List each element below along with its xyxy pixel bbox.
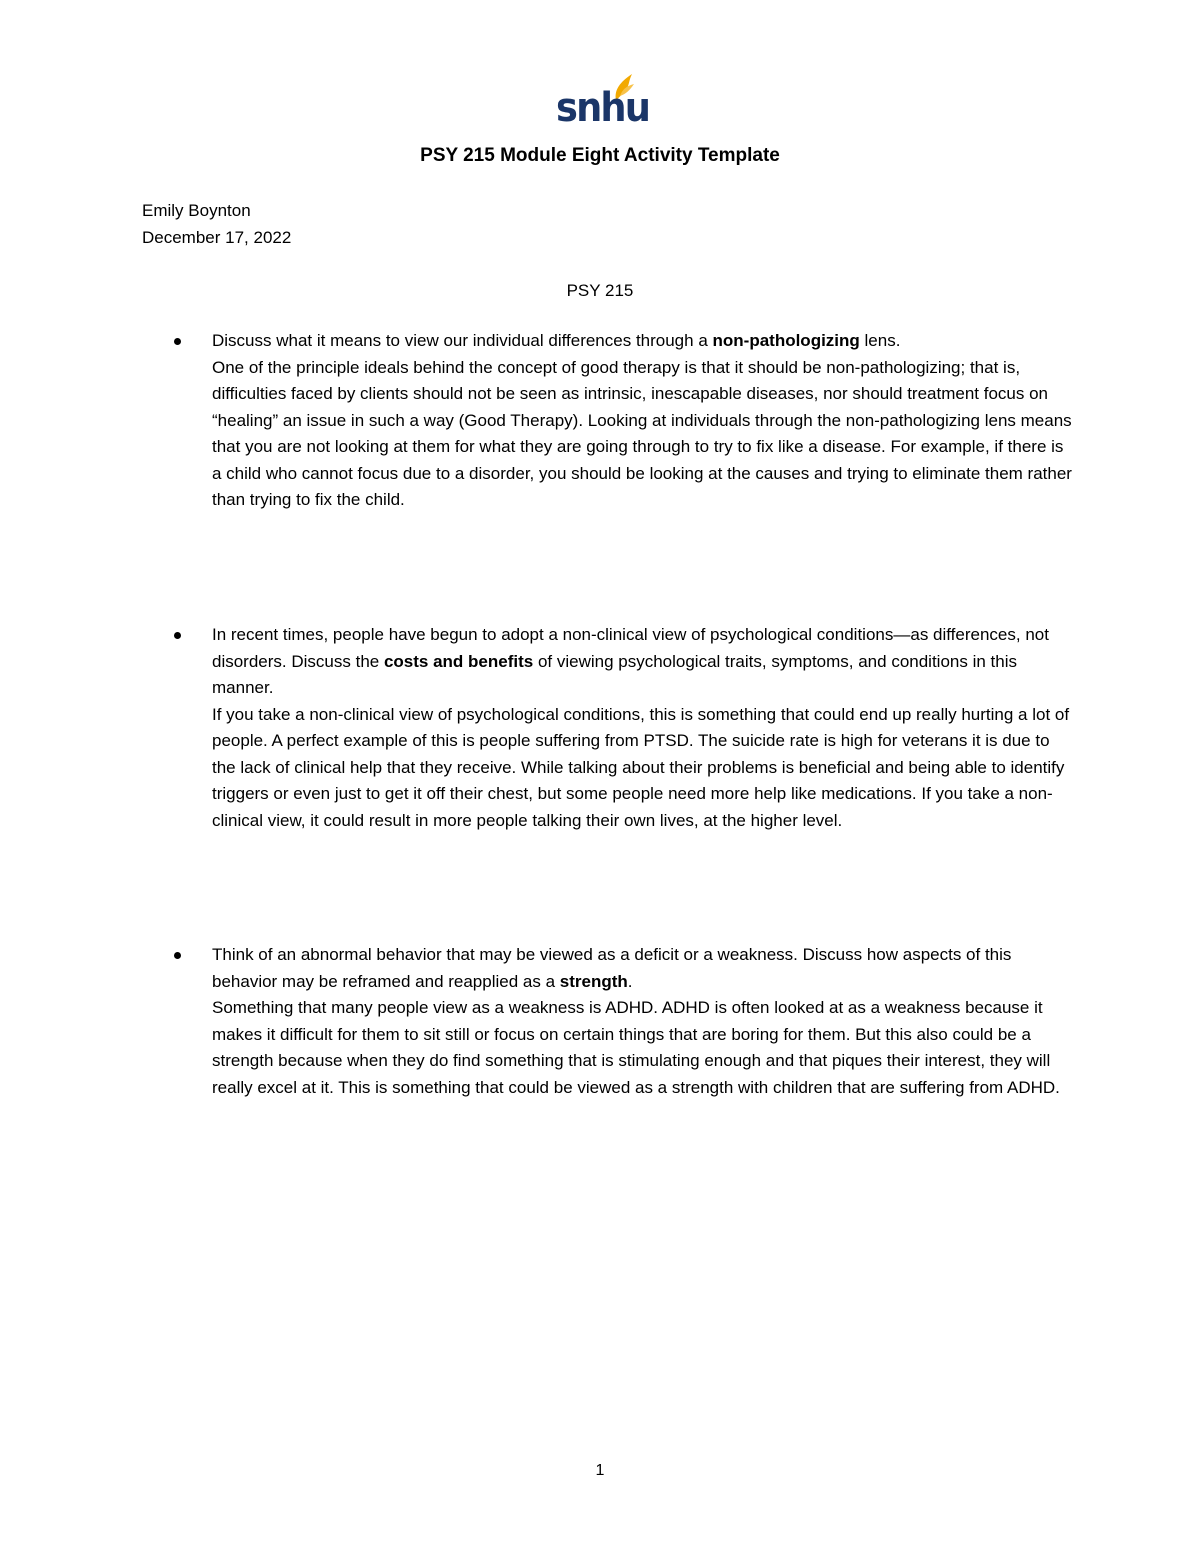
section-1 <box>212 328 1072 514</box>
document-title: PSY 215 Module Eight Activity Template <box>420 145 780 166</box>
answer-3: Something that many people view as a weakness is ADHD. ADHD is often looked at as a weakness because it makes it difficult for them to sit still or focus on certain things that are boring for them. But this also could be a strength because when they do find something that is stimulating enough and that piques their interest, they will really excel at it. This is something that could be viewed as a strength with children that are suffering from ADHD. <box>212 998 1060 1097</box>
author-name: Emily Boynton <box>142 201 251 220</box>
question-1: Discuss what it means to view our individual differences through a non-pathologizing lens. <box>212 331 901 350</box>
section-3 <box>212 942 1072 1101</box>
bullet-icon <box>174 632 181 639</box>
logo-wordmark: snhu <box>556 85 650 131</box>
section-2 <box>212 622 1072 834</box>
document-date: December 17, 2022 <box>142 228 292 247</box>
answer-1: One of the principle ideals behind the concept of good therapy is that it should be non-pathologizing; that is, difficulties faced by clients should not be seen as intrinsic, inescapable diseases, nor should treatment focus on “healing” an issue in such a way (Good Therapy). Looking at individuals through the non-pathologizing lens means that you are not looking at them for what they are going through to try to fix like a disease. For example, if there is a child who cannot focus due to a disorder, you should be looking at the causes and trying to eliminate them rather than trying to fix the child. <box>212 357 1072 509</box>
snhu-logo <box>556 72 650 132</box>
course-code: PSY 215 <box>566 281 634 300</box>
question-2: In recent times, people have begun to adopt a non-clinical view of psychological conditions—as differences, not disorders. Discuss the costs and benefits of viewing psychological traits, symptoms, and conditions in this manner. <box>212 625 1049 697</box>
page-number: 1 <box>595 1462 605 1479</box>
bullet-icon <box>174 952 181 959</box>
question-3: Think of an abnormal behavior that may be viewed as a deficit or a weakness. Discuss how aspects of this behavior may be reframed and reapplied as a strength. <box>212 945 1012 991</box>
answer-2: If you take a non-clinical view of psychological conditions, this is something that could end up really hurting a lot of people. A perfect example of this is people suffering from PTSD. The suicide rate is high for veterans it is due to the lack of clinical help that they receive. While talking about their problems is beneficial and being able to identify triggers or even just to get it off their chest, but some people need more help like medications. If you take a non-clinical view, it could result in more people talking their own lives, at the higher level. <box>212 704 1070 830</box>
bullet-icon <box>174 338 181 345</box>
